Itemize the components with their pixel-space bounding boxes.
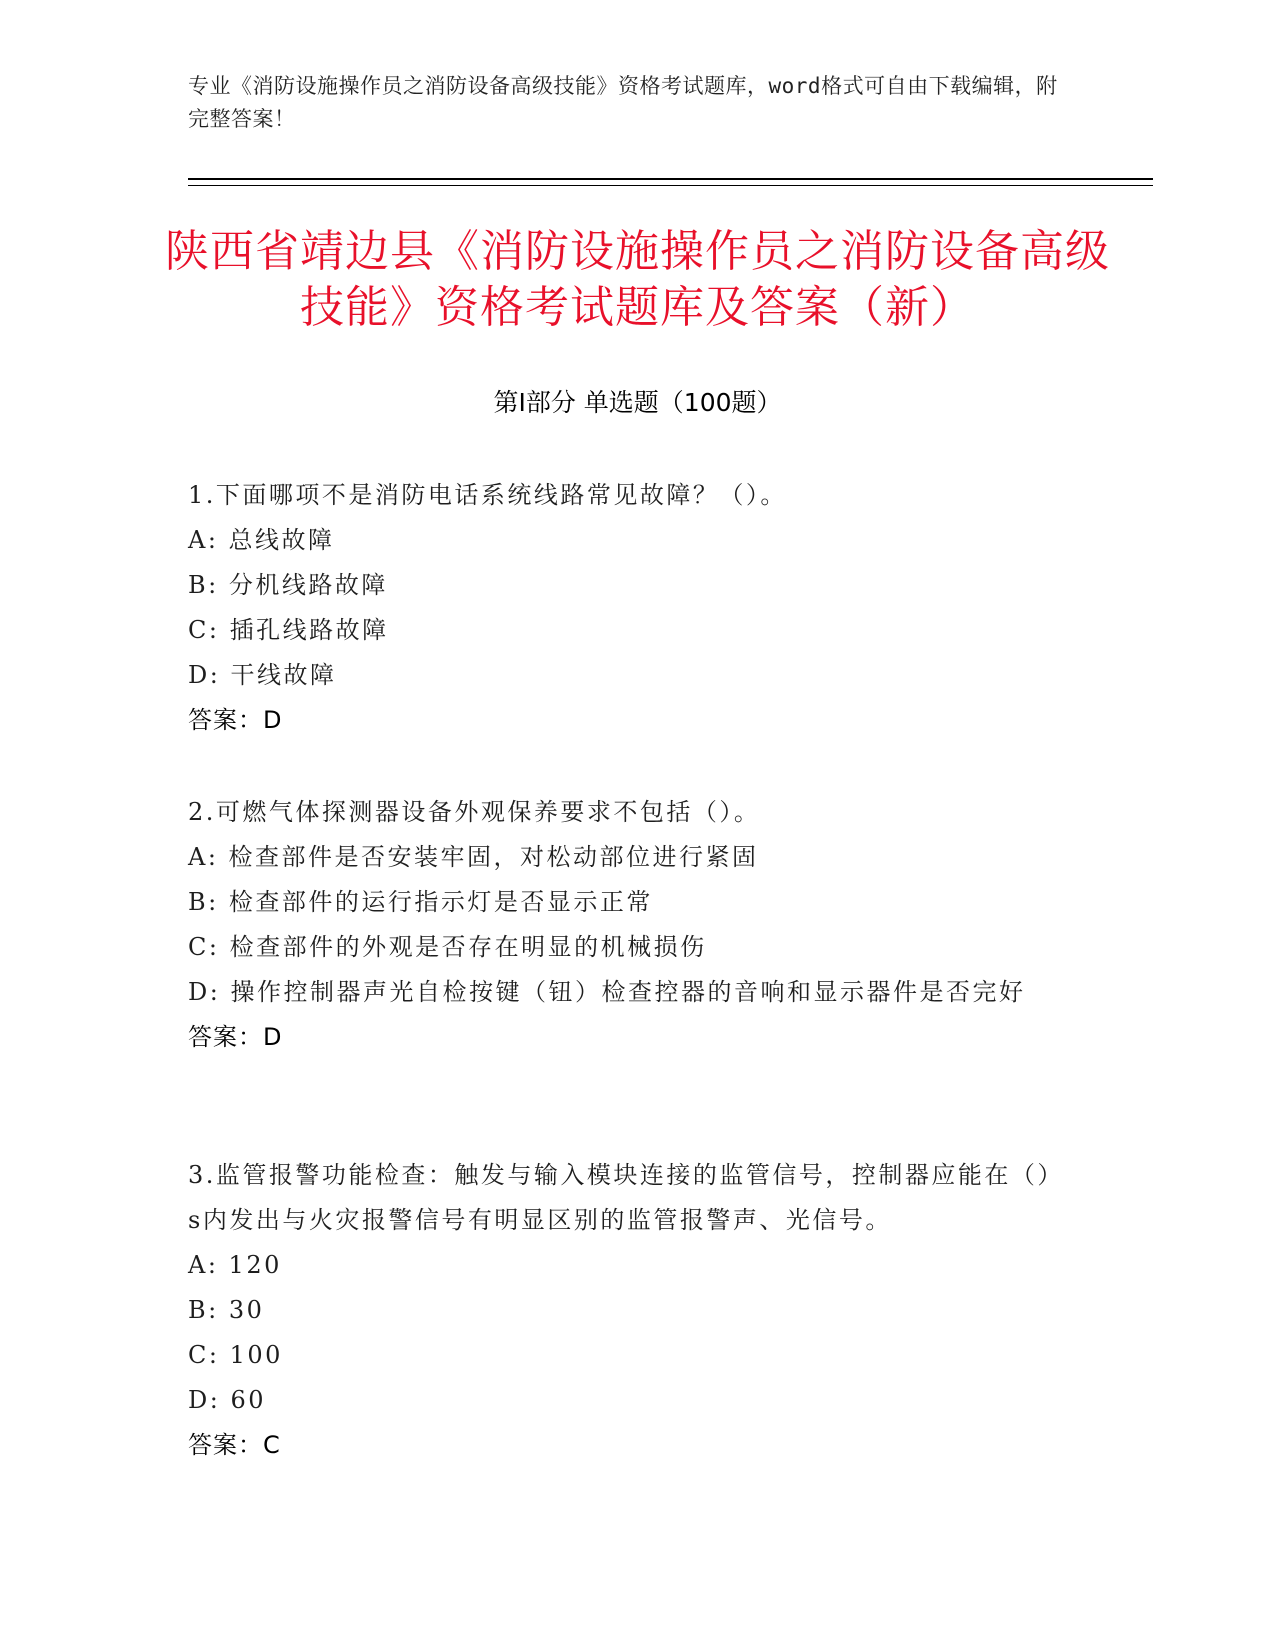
- question-stem: 3.监管报警功能检查：触发与输入模块连接的监管信号，控制器应能在（）s内发出与火灾报警信号有明显区别的监管报警声、光信号。: [188, 1161, 1064, 1234]
- header-divider-thin: [188, 185, 1153, 186]
- option-c: C: 插孔线路故障: [188, 616, 389, 644]
- answer-line: 答案：D: [188, 706, 283, 734]
- option-d: D: 操作控制器声光自检按键（钮）检查控器的音响和显示器件是否完好: [188, 978, 1026, 1006]
- question-stem: 2.可燃气体探测器设备外观保养要求不包括（）。: [188, 798, 761, 826]
- option-b: B: 分机线路故障: [188, 571, 388, 599]
- option-a: A: 总线故障: [188, 526, 335, 554]
- question-block: [188, 473, 1068, 743]
- option-b: B: 检查部件的运行指示灯是否显示正常: [188, 888, 653, 916]
- question-stem: 1.下面哪项不是消防电话系统线路常见故障？（）。: [188, 481, 787, 509]
- option-c: C: 100: [188, 1341, 283, 1369]
- option-a: A: 120: [188, 1251, 282, 1279]
- header-note: 专业《消防设施操作员之消防设备高级技能》资格考试题库，word格式可自由下载编辑，附完整答案！: [188, 74, 1058, 131]
- option-d: D: 60: [188, 1386, 266, 1414]
- question-block: [188, 1153, 1068, 1468]
- header-divider: [188, 178, 1153, 180]
- option-a: A: 检查部件是否安装牢固，对松动部位进行紧固: [188, 843, 759, 871]
- answer-line: 答案：D: [188, 1023, 283, 1051]
- document-title: 陕西省靖边县《消防设施操作员之消防设备高级技能》资格考试题库及答案（新）: [165, 226, 1110, 333]
- answer-line: 答案：C: [188, 1431, 281, 1459]
- question-block: [188, 790, 1068, 1060]
- option-d: D: 干线故障: [188, 661, 337, 689]
- option-b: B: 30: [188, 1296, 265, 1324]
- option-c: C: 检查部件的外观是否存在明显的机械损伤: [188, 933, 707, 961]
- section-heading: 第I部分 单选题（100题）: [493, 388, 782, 417]
